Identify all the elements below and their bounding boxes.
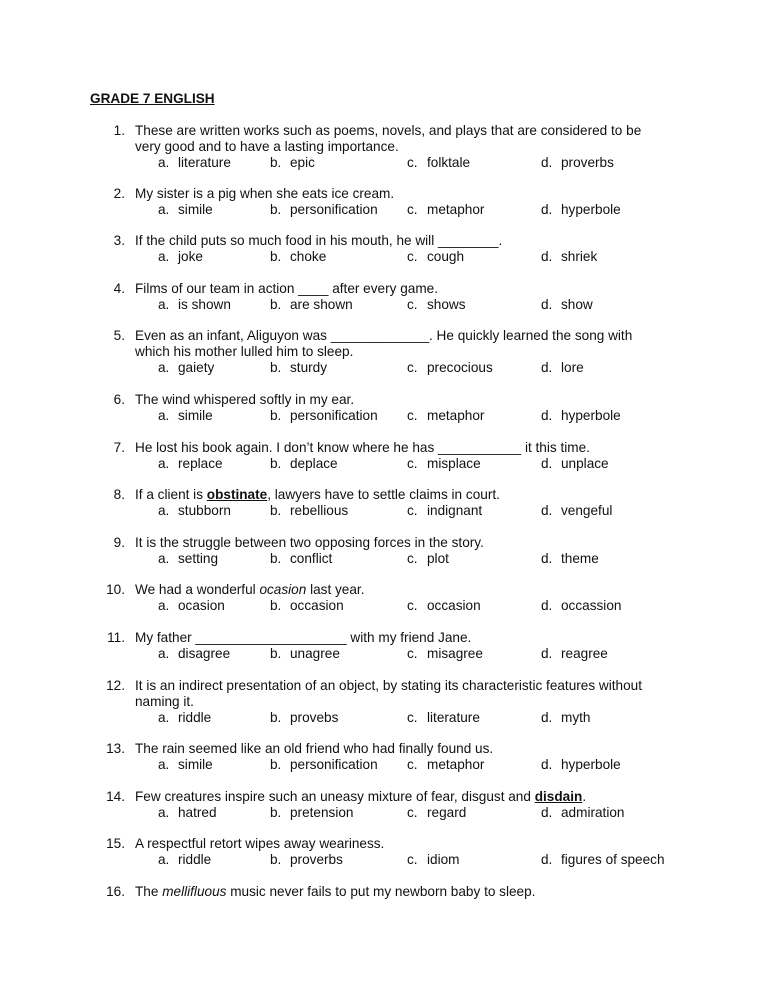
option-letter: a. xyxy=(158,408,170,423)
option-letter: c. xyxy=(407,456,418,471)
option-letter: c. xyxy=(407,551,418,566)
option-text: figures of speech xyxy=(561,852,665,867)
answer-option-b xyxy=(270,710,338,726)
option-text: personification xyxy=(290,202,378,217)
option-text: reagree xyxy=(561,646,608,661)
question-number: 5. xyxy=(113,328,125,343)
question-text-continued: very good and to have a lasting importance. xyxy=(135,139,399,154)
option-letter: b. xyxy=(270,551,282,566)
option-letter: b. xyxy=(270,249,282,264)
option-text: shriek xyxy=(561,249,598,264)
answer-option-a xyxy=(158,598,225,614)
question-text: Films of our team in action ____ after every game. xyxy=(135,281,438,296)
question-text-post: . xyxy=(582,789,587,804)
option-text: pretension xyxy=(290,805,354,820)
question-text: It is the struggle between two opposing forces in the story. xyxy=(135,535,484,550)
option-text: riddle xyxy=(178,710,212,725)
question-text xyxy=(135,582,364,598)
question-number: 12. xyxy=(106,678,125,693)
highlighted-word: obstinate xyxy=(206,487,268,502)
option-letter: d. xyxy=(541,852,553,867)
answer-option-d xyxy=(541,155,614,171)
answer-option-d xyxy=(541,408,621,424)
question-number: 8. xyxy=(113,487,125,502)
question-text-post: , lawyers have to settle claims in court. xyxy=(267,487,500,502)
option-letter: c. xyxy=(407,360,418,375)
option-letter: d. xyxy=(541,805,553,820)
option-letter: d. xyxy=(541,297,553,312)
option-text: choke xyxy=(290,249,327,264)
option-letter: d. xyxy=(541,408,553,423)
answer-option-b xyxy=(270,297,353,313)
answer-option-b xyxy=(270,202,378,218)
answer-option-b xyxy=(270,646,340,662)
option-text: vengeful xyxy=(561,503,613,518)
answer-option-c xyxy=(407,155,470,171)
question-text-pre: We had a wonderful xyxy=(135,582,260,597)
answer-option-d xyxy=(541,805,624,821)
option-text: lore xyxy=(561,360,584,375)
option-letter: d. xyxy=(541,710,553,725)
option-letter: c. xyxy=(407,710,418,725)
option-text: proverbs xyxy=(561,155,614,170)
option-text: hatred xyxy=(178,805,217,820)
answer-option-d xyxy=(541,852,665,868)
question-number: 4. xyxy=(113,281,125,296)
option-text: setting xyxy=(178,551,219,566)
answer-option-d xyxy=(541,551,599,567)
answer-option-d xyxy=(541,503,612,519)
option-text: gaiety xyxy=(178,360,215,375)
option-letter: a. xyxy=(158,297,170,312)
option-letter: c. xyxy=(407,852,418,867)
option-text: proverbs xyxy=(290,852,343,867)
question-number: 9. xyxy=(113,535,125,550)
answer-option-a xyxy=(158,155,231,171)
option-text: riddle xyxy=(178,852,212,867)
option-letter: b. xyxy=(270,456,282,471)
option-text: provebs xyxy=(290,710,339,725)
answer-option-c xyxy=(407,408,484,424)
option-text: personification xyxy=(290,408,378,423)
answer-option-a xyxy=(158,408,213,424)
answer-option-d xyxy=(541,598,621,614)
option-letter: a. xyxy=(158,503,170,518)
answer-option-c xyxy=(407,646,483,662)
answer-option-c xyxy=(407,757,484,773)
option-letter: b. xyxy=(270,503,282,518)
option-letter: d. xyxy=(541,202,553,217)
question-text xyxy=(135,789,586,805)
option-letter: d. xyxy=(541,155,553,170)
option-text: occasion xyxy=(427,598,481,613)
option-text: show xyxy=(561,297,593,312)
option-text: literature xyxy=(178,155,231,170)
answer-option-a xyxy=(158,456,223,472)
option-text: is shown xyxy=(178,297,231,312)
answer-option-c xyxy=(407,297,466,313)
question-text: It is an indirect presentation of an object, by stating its characteristic features without xyxy=(135,678,643,693)
question-text-continued: which his mother lulled him to sleep. xyxy=(135,344,354,359)
answer-option-a xyxy=(158,852,211,868)
question-text: These are written works such as poems, novels, and plays that are considered to be xyxy=(135,123,642,138)
option-letter: d. xyxy=(541,456,553,471)
answer-option-b xyxy=(270,503,348,519)
answer-option-d xyxy=(541,646,608,662)
option-text: hyperbole xyxy=(561,757,621,772)
italic-word: ocasion xyxy=(259,582,307,597)
option-letter: d. xyxy=(541,757,553,772)
option-letter: d. xyxy=(541,551,553,566)
question-number: 10. xyxy=(106,582,125,597)
option-letter: b. xyxy=(270,598,282,613)
answer-option-b xyxy=(270,456,338,472)
option-letter: a. xyxy=(158,155,170,170)
option-text: precocious xyxy=(427,360,493,375)
option-letter: a. xyxy=(158,202,170,217)
page-title: GRADE 7 ENGLISH xyxy=(90,91,215,106)
question-number: 13. xyxy=(106,741,125,756)
option-text: occassion xyxy=(561,598,622,613)
option-text: metaphor xyxy=(427,202,485,217)
option-letter: c. xyxy=(407,646,418,661)
question-text: Even as an infant, Aliguyon was _____________. He quickly learned the song with xyxy=(135,328,633,343)
answer-option-a xyxy=(158,202,213,218)
question-text: He lost his book again. I don’t know where he has ___________ it this time. xyxy=(135,440,590,455)
answer-option-a xyxy=(158,646,230,662)
question-text-continued: naming it. xyxy=(135,694,194,709)
option-text: myth xyxy=(561,710,591,725)
answer-option-a xyxy=(158,757,213,773)
option-text: theme xyxy=(561,551,599,566)
option-text: literature xyxy=(427,710,480,725)
option-text: idiom xyxy=(427,852,460,867)
question-text xyxy=(135,884,535,900)
answer-option-a xyxy=(158,710,211,726)
option-letter: b. xyxy=(270,408,282,423)
option-letter: b. xyxy=(270,757,282,772)
answer-option-c xyxy=(407,249,464,265)
italic-word: mellifluous xyxy=(162,884,227,899)
answer-option-d xyxy=(541,710,590,726)
answer-option-a xyxy=(158,551,218,567)
option-letter: b. xyxy=(270,297,282,312)
question-text-post: music never fails to put my newborn baby to sleep. xyxy=(226,884,536,899)
option-text: unplace xyxy=(561,456,609,471)
question-text-pre: If a client is xyxy=(135,487,207,502)
option-letter: c. xyxy=(407,249,418,264)
question-number: 14. xyxy=(106,789,125,804)
question-text xyxy=(135,487,500,503)
option-text: are shown xyxy=(290,297,353,312)
option-text: misagree xyxy=(427,646,483,661)
answer-option-c xyxy=(407,598,481,614)
question-number: 2. xyxy=(113,186,125,201)
option-text: simile xyxy=(178,757,213,772)
question-number: 15. xyxy=(106,836,125,851)
option-letter: b. xyxy=(270,805,282,820)
answer-option-d xyxy=(541,360,584,376)
option-letter: a. xyxy=(158,249,170,264)
option-letter: b. xyxy=(270,202,282,217)
option-letter: c. xyxy=(407,805,418,820)
option-text: simile xyxy=(178,408,213,423)
option-letter: a. xyxy=(158,646,170,661)
answer-option-d xyxy=(541,757,621,773)
option-text: metaphor xyxy=(427,408,485,423)
answer-option-a xyxy=(158,805,217,821)
option-text: plot xyxy=(427,551,449,566)
answer-option-c xyxy=(407,456,481,472)
answer-option-c xyxy=(407,852,459,868)
answer-option-b xyxy=(270,852,343,868)
question-text: My father ____________________ with my friend Jane. xyxy=(135,630,472,645)
question-text: A respectful retort wipes away weariness. xyxy=(135,836,385,851)
option-text: disagree xyxy=(178,646,231,661)
answer-option-d xyxy=(541,297,593,313)
option-letter: c. xyxy=(407,297,418,312)
answer-option-a xyxy=(158,249,203,265)
option-letter: b. xyxy=(270,710,282,725)
highlighted-word: disdain xyxy=(534,789,583,804)
option-text: personification xyxy=(290,757,378,772)
answer-option-d xyxy=(541,202,621,218)
option-text: misplace xyxy=(427,456,481,471)
option-text: conflict xyxy=(290,551,333,566)
answer-option-c xyxy=(407,551,449,567)
answer-option-c xyxy=(407,360,493,376)
question-number: 1. xyxy=(113,123,125,138)
option-text: unagree xyxy=(290,646,340,661)
option-letter: d. xyxy=(541,360,553,375)
option-text: metaphor xyxy=(427,757,485,772)
answer-option-d xyxy=(541,249,597,265)
option-letter: a. xyxy=(158,805,170,820)
question-text: If the child puts so much food in his mouth, he will ________. xyxy=(135,233,503,248)
option-letter: a. xyxy=(158,360,170,375)
option-letter: d. xyxy=(541,503,553,518)
question-text-pre: Few creatures inspire such an uneasy mixture of fear, disgust and xyxy=(135,789,535,804)
option-letter: a. xyxy=(158,551,170,566)
option-text: simile xyxy=(178,202,213,217)
question-text-pre: The xyxy=(135,884,163,899)
option-letter: b. xyxy=(270,646,282,661)
question-number: 16. xyxy=(106,884,125,899)
option-text: hyperbole xyxy=(561,202,621,217)
option-text: epic xyxy=(290,155,315,170)
option-text: ocasion xyxy=(178,598,225,613)
option-text: admiration xyxy=(561,805,625,820)
answer-option-c xyxy=(407,202,484,218)
option-letter: c. xyxy=(407,155,418,170)
option-letter: c. xyxy=(407,202,418,217)
option-text: stubborn xyxy=(178,503,231,518)
answer-option-a xyxy=(158,503,231,519)
option-letter: c. xyxy=(407,598,418,613)
answer-option-b xyxy=(270,805,353,821)
answer-option-b xyxy=(270,360,327,376)
option-text: regard xyxy=(427,805,467,820)
option-letter: b. xyxy=(270,155,282,170)
answer-option-b xyxy=(270,408,378,424)
option-letter: c. xyxy=(407,408,418,423)
option-text: shows xyxy=(427,297,466,312)
option-letter: a. xyxy=(158,710,170,725)
option-text: folktale xyxy=(427,155,471,170)
option-letter: d. xyxy=(541,598,553,613)
answer-option-b xyxy=(270,551,332,567)
answer-option-d xyxy=(541,456,609,472)
answer-option-b xyxy=(270,757,378,773)
question-number: 6. xyxy=(113,392,125,407)
option-text: deplace xyxy=(290,456,338,471)
option-letter: a. xyxy=(158,456,170,471)
option-text: replace xyxy=(178,456,223,471)
option-letter: a. xyxy=(158,757,170,772)
question-number: 11. xyxy=(107,630,125,645)
option-letter: c. xyxy=(407,503,418,518)
answer-option-c xyxy=(407,805,466,821)
option-text: hyperbole xyxy=(561,408,621,423)
answer-option-b xyxy=(270,249,326,265)
answer-option-a xyxy=(158,297,231,313)
option-letter: d. xyxy=(541,646,553,661)
option-text: rebellious xyxy=(290,503,349,518)
question-text: The wind whispered softly in my ear. xyxy=(135,392,355,407)
answer-option-c xyxy=(407,710,480,726)
answer-option-a xyxy=(158,360,214,376)
option-letter: a. xyxy=(158,852,170,867)
option-text: joke xyxy=(178,249,203,264)
option-letter: d. xyxy=(541,249,553,264)
option-text: occasion xyxy=(290,598,344,613)
question-text-post: last year. xyxy=(306,582,365,597)
option-text: cough xyxy=(427,249,465,264)
question-text: The rain seemed like an old friend who had finally found us. xyxy=(135,741,494,756)
question-number: 7. xyxy=(113,440,125,455)
answer-option-b xyxy=(270,598,344,614)
option-letter: b. xyxy=(270,852,282,867)
option-letter: c. xyxy=(407,757,418,772)
option-text: indignant xyxy=(427,503,483,518)
answer-option-c xyxy=(407,503,482,519)
option-text: sturdy xyxy=(290,360,328,375)
answer-option-b xyxy=(270,155,315,171)
question-text: My sister is a pig when she eats ice cream. xyxy=(135,186,395,201)
option-letter: b. xyxy=(270,360,282,375)
option-letter: a. xyxy=(158,598,170,613)
question-number: 3. xyxy=(113,233,125,248)
